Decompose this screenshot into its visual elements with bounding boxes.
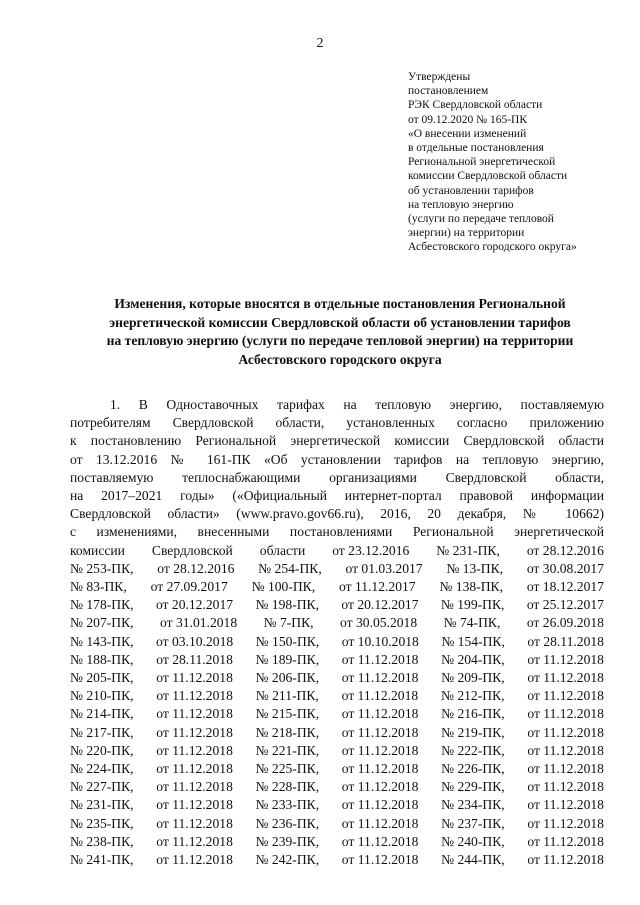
amendment-row bbox=[70, 742, 604, 760]
resolution-number: № 205-ПК, bbox=[70, 670, 134, 686]
approval-line: Утверждены bbox=[408, 71, 471, 83]
amendment-row bbox=[70, 633, 604, 651]
amendment-row bbox=[70, 796, 604, 814]
resolution-number: № 214-ПК, bbox=[70, 706, 134, 722]
amendment-row bbox=[70, 578, 604, 596]
resolution-date: от 31.01.2018 bbox=[160, 615, 238, 631]
resolution-date: от 01.03.2017 bbox=[345, 560, 423, 576]
resolution-date: от 20.12.2017 bbox=[341, 597, 419, 613]
heading-line: Изменения, которые вносятся в отдельные постановления Региональной bbox=[114, 296, 566, 311]
resolution-date: от 11.12.2018 bbox=[156, 742, 233, 758]
resolution-number: № 212-ПК, bbox=[440, 688, 505, 704]
approval-line: постановлением bbox=[408, 85, 489, 98]
resolution-number: № 210-ПК, bbox=[70, 688, 134, 704]
resolution-date: от 11.12.2018 bbox=[527, 670, 604, 686]
resolution-date: от 11.12.2018 bbox=[341, 833, 419, 849]
resolution-date: от 25.12.2017 bbox=[526, 597, 604, 613]
amendment-row bbox=[70, 705, 604, 723]
resolution-date: от 30.08.2017 bbox=[526, 560, 604, 576]
approval-line: от 09.12.2020 № 165-ПК bbox=[408, 113, 528, 126]
resolution-number: № 218-ПК, bbox=[255, 724, 320, 740]
resolution-number: № 198-ПК, bbox=[255, 597, 320, 613]
resolution-date: от 11.12.2018 bbox=[527, 815, 604, 831]
resolution-date: от 28.11.2018 bbox=[527, 633, 604, 649]
paragraph-line: от 13.12.2016 № 161-ПК «Об установлении тарифов на тепловую энергию, bbox=[70, 451, 604, 467]
approval-line: энергии) на территории bbox=[408, 227, 525, 240]
resolution-date: от 11.12.2018 bbox=[527, 706, 604, 722]
approval-line: Региональной энергетической bbox=[408, 156, 556, 169]
resolution-number: № 236-ПК, bbox=[255, 815, 320, 831]
text-fragment: комиссии bbox=[70, 542, 125, 558]
resolution-date: от 18.12.2017 bbox=[526, 579, 604, 595]
page-number: 2 bbox=[316, 36, 324, 51]
approval-line: комиссии Свердловской области bbox=[408, 170, 568, 183]
resolution-date: от 27.09.2017 bbox=[150, 579, 228, 595]
resolution-number: № 189-ПК, bbox=[255, 651, 320, 667]
resolution-number: № 209-ПК, bbox=[441, 670, 505, 686]
resolution-date: от 10.10.2018 bbox=[341, 633, 419, 649]
resolution-number: № 178-ПК, bbox=[70, 597, 134, 613]
text-fragment: № 231-ПК, bbox=[436, 542, 500, 558]
resolution-number: № 233-ПК, bbox=[255, 797, 320, 813]
resolution-date: от 11.12.2018 bbox=[156, 706, 233, 722]
resolution-date: от 11.12.2018 bbox=[156, 815, 233, 831]
document-heading bbox=[70, 295, 610, 369]
approval-line: Асбестовского городского округа» bbox=[408, 241, 577, 254]
amendment-row bbox=[70, 851, 604, 869]
paragraph-last-line bbox=[70, 542, 604, 560]
resolution-number: № 235-ПК, bbox=[70, 815, 134, 831]
resolution-date: от 11.12.2018 bbox=[527, 797, 604, 813]
resolution-date: от 11.12.2018 bbox=[156, 670, 233, 686]
resolution-date: от 11.12.2018 bbox=[527, 833, 604, 849]
resolution-number: № 253-ПК, bbox=[70, 560, 134, 576]
approval-line: об установлении тарифов bbox=[408, 184, 534, 197]
resolution-date: от 11.12.2018 bbox=[341, 761, 419, 777]
resolution-number: № 74-ПК, bbox=[443, 615, 501, 631]
resolution-number: № 211-ПК, bbox=[255, 688, 319, 704]
resolution-date: от 20.12.2017 bbox=[155, 597, 234, 613]
resolution-number: № 216-ПК, bbox=[441, 706, 505, 722]
resolution-date: от 11.12.2018 bbox=[156, 761, 233, 777]
resolution-date: от 30.05.2018 bbox=[340, 615, 418, 631]
approval-line: на тепловую энергию bbox=[408, 198, 514, 211]
resolution-number: № 150-ПК, bbox=[255, 633, 320, 649]
resolution-number: № 7-ПК, bbox=[263, 615, 314, 631]
amendment-row bbox=[70, 651, 604, 669]
resolution-number: № 138-ПК, bbox=[439, 579, 504, 595]
resolution-number: № 244-ПК, bbox=[441, 852, 505, 868]
resolution-number: № 100-ПК, bbox=[251, 579, 316, 595]
resolution-number: № 225-ПК, bbox=[255, 761, 320, 777]
resolution-date: от 11.12.2018 bbox=[527, 852, 604, 868]
amendment-row bbox=[70, 815, 604, 833]
resolution-number: № 228-ПК, bbox=[255, 779, 320, 795]
amendment-row bbox=[70, 560, 604, 578]
resolution-date: от 03.10.2018 bbox=[156, 633, 234, 649]
resolution-date: от 11.12.2018 bbox=[156, 833, 233, 849]
amendment-row bbox=[70, 669, 604, 687]
amendment-row bbox=[70, 724, 604, 742]
paragraph-line: 1. В Одноставочных тарифах на тепловую энергию, поставляемую bbox=[110, 397, 604, 412]
resolution-date: от 11.12.2018 bbox=[341, 670, 419, 686]
resolution-date: от 11.12.2018 bbox=[527, 742, 604, 758]
resolution-number: № 242-ПК, bbox=[255, 852, 320, 868]
approval-block bbox=[408, 70, 628, 255]
heading-line: энергетической комиссии Свердловской области об установлении тарифов bbox=[109, 314, 571, 330]
resolution-date: от 11.12.2018 bbox=[341, 797, 419, 813]
resolution-number: № 221-ПК, bbox=[255, 742, 320, 758]
resolution-number: № 154-ПК, bbox=[441, 633, 505, 649]
resolution-number: № 204-ПК, bbox=[441, 651, 505, 667]
resolution-date: от 11.12.2018 bbox=[156, 688, 233, 704]
resolution-date: от 11.12.2018 bbox=[156, 724, 233, 740]
resolution-number: № 240-ПК, bbox=[441, 833, 505, 849]
resolution-date: от 11.12.2018 bbox=[341, 779, 419, 795]
paragraph-line: Свердловской области» (www.pravo.gov66.ru), 2016, 20 декабря, № 10662) bbox=[70, 506, 604, 522]
resolution-number: № 224-ПК, bbox=[70, 761, 134, 777]
resolution-number: № 219-ПК, bbox=[441, 724, 505, 740]
approval-line: (услуги по передаче тепловой bbox=[408, 213, 554, 226]
paragraph-line: к постановлению Региональной энергетической комиссии Свердловской области bbox=[70, 433, 604, 449]
resolution-date: от 11.12.2018 bbox=[156, 852, 233, 868]
resolution-number: № 199-ПК, bbox=[440, 597, 505, 613]
resolution-date: от 11.12.2018 bbox=[156, 779, 233, 795]
resolution-number: № 220-ПК, bbox=[70, 742, 134, 758]
resolution-number: № 238-ПК, bbox=[70, 833, 134, 849]
paragraph-line: с изменениями, внесенными постановлениями Региональной энергетической bbox=[70, 524, 604, 540]
resolution-number: № 226-ПК, bbox=[441, 761, 505, 777]
resolution-date: от 11.12.2018 bbox=[527, 724, 604, 740]
amendment-row bbox=[70, 760, 604, 778]
resolution-number: № 13-ПК, bbox=[446, 560, 504, 576]
text-fragment: от 28.12.2016 bbox=[526, 542, 604, 558]
amendment-row bbox=[70, 596, 604, 614]
resolution-number: № 239-ПК, bbox=[255, 833, 320, 849]
approval-line: «О внесении изменений bbox=[408, 127, 527, 140]
approval-line: РЭК Свердловской области bbox=[408, 99, 543, 112]
paragraph-line: поставляемую теплоснабжающими организациями Свердловской области, bbox=[70, 469, 604, 485]
paragraph-line: на 2017–2021 годы» («Официальный интернет-портал правовой информации bbox=[70, 488, 604, 504]
resolution-date: от 11.12.2018 bbox=[341, 815, 419, 831]
paragraph-line: потребителям Свердловской области, установленных согласно приложению bbox=[70, 415, 604, 431]
resolution-date: от 11.12.2018 bbox=[527, 779, 604, 795]
resolution-date: от 11.12.2018 bbox=[527, 651, 604, 667]
resolution-date: от 11.12.2018 bbox=[156, 797, 233, 813]
text-fragment: области bbox=[259, 542, 306, 558]
text-fragment: от 23.12.2016 bbox=[332, 542, 410, 558]
amendments-list bbox=[70, 560, 604, 869]
resolution-date: от 28.12.2016 bbox=[157, 560, 235, 576]
resolution-number: № 237-ПК, bbox=[441, 815, 505, 831]
resolution-date: от 11.12.2018 bbox=[341, 742, 419, 758]
heading-line: на тепловую энергию (услуги по передаче тепловой энергии) на территории bbox=[106, 333, 574, 349]
amendment-row bbox=[70, 687, 604, 705]
amendment-row bbox=[70, 833, 604, 851]
resolution-date: от 11.12.2018 bbox=[341, 688, 419, 704]
resolution-number: № 143-ПК, bbox=[70, 633, 134, 649]
resolution-date: от 26.09.2018 bbox=[526, 615, 604, 631]
resolution-number: № 254-ПК, bbox=[258, 560, 322, 576]
resolution-number: № 231-ПК, bbox=[70, 797, 134, 813]
resolution-number: № 222-ПК, bbox=[441, 742, 505, 758]
resolution-date: от 28.11.2018 bbox=[156, 651, 233, 667]
resolution-number: № 217-ПК, bbox=[70, 724, 134, 740]
resolution-number: № 207-ПК, bbox=[70, 615, 134, 631]
resolution-number: № 215-ПК, bbox=[255, 706, 320, 722]
resolution-number: № 83-ПК, bbox=[70, 579, 127, 595]
body-paragraph bbox=[70, 396, 604, 869]
resolution-number: № 227-ПК, bbox=[70, 779, 134, 795]
resolution-number: № 241-ПК, bbox=[70, 852, 134, 868]
resolution-date: от 11.12.2018 bbox=[341, 724, 419, 740]
resolution-date: от 11.12.2017 bbox=[338, 579, 416, 595]
resolution-date: от 11.12.2018 bbox=[527, 761, 604, 777]
text-fragment: Свердловской bbox=[151, 542, 233, 558]
resolution-number: № 206-ПК, bbox=[255, 670, 320, 686]
resolution-number: № 234-ПК, bbox=[441, 797, 505, 813]
resolution-number: № 229-ПК, bbox=[441, 779, 505, 795]
resolution-number: № 188-ПК, bbox=[70, 651, 134, 667]
heading-line: Асбестовского городского округа bbox=[238, 351, 442, 367]
resolution-date: от 11.12.2018 bbox=[341, 706, 419, 722]
resolution-date: от 11.12.2018 bbox=[341, 852, 419, 868]
approval-line: в отдельные постановления bbox=[408, 142, 544, 155]
amendment-row bbox=[70, 614, 604, 632]
resolution-date: от 11.12.2018 bbox=[341, 651, 419, 667]
resolution-date: от 11.12.2018 bbox=[527, 688, 604, 704]
amendment-row bbox=[70, 778, 604, 796]
